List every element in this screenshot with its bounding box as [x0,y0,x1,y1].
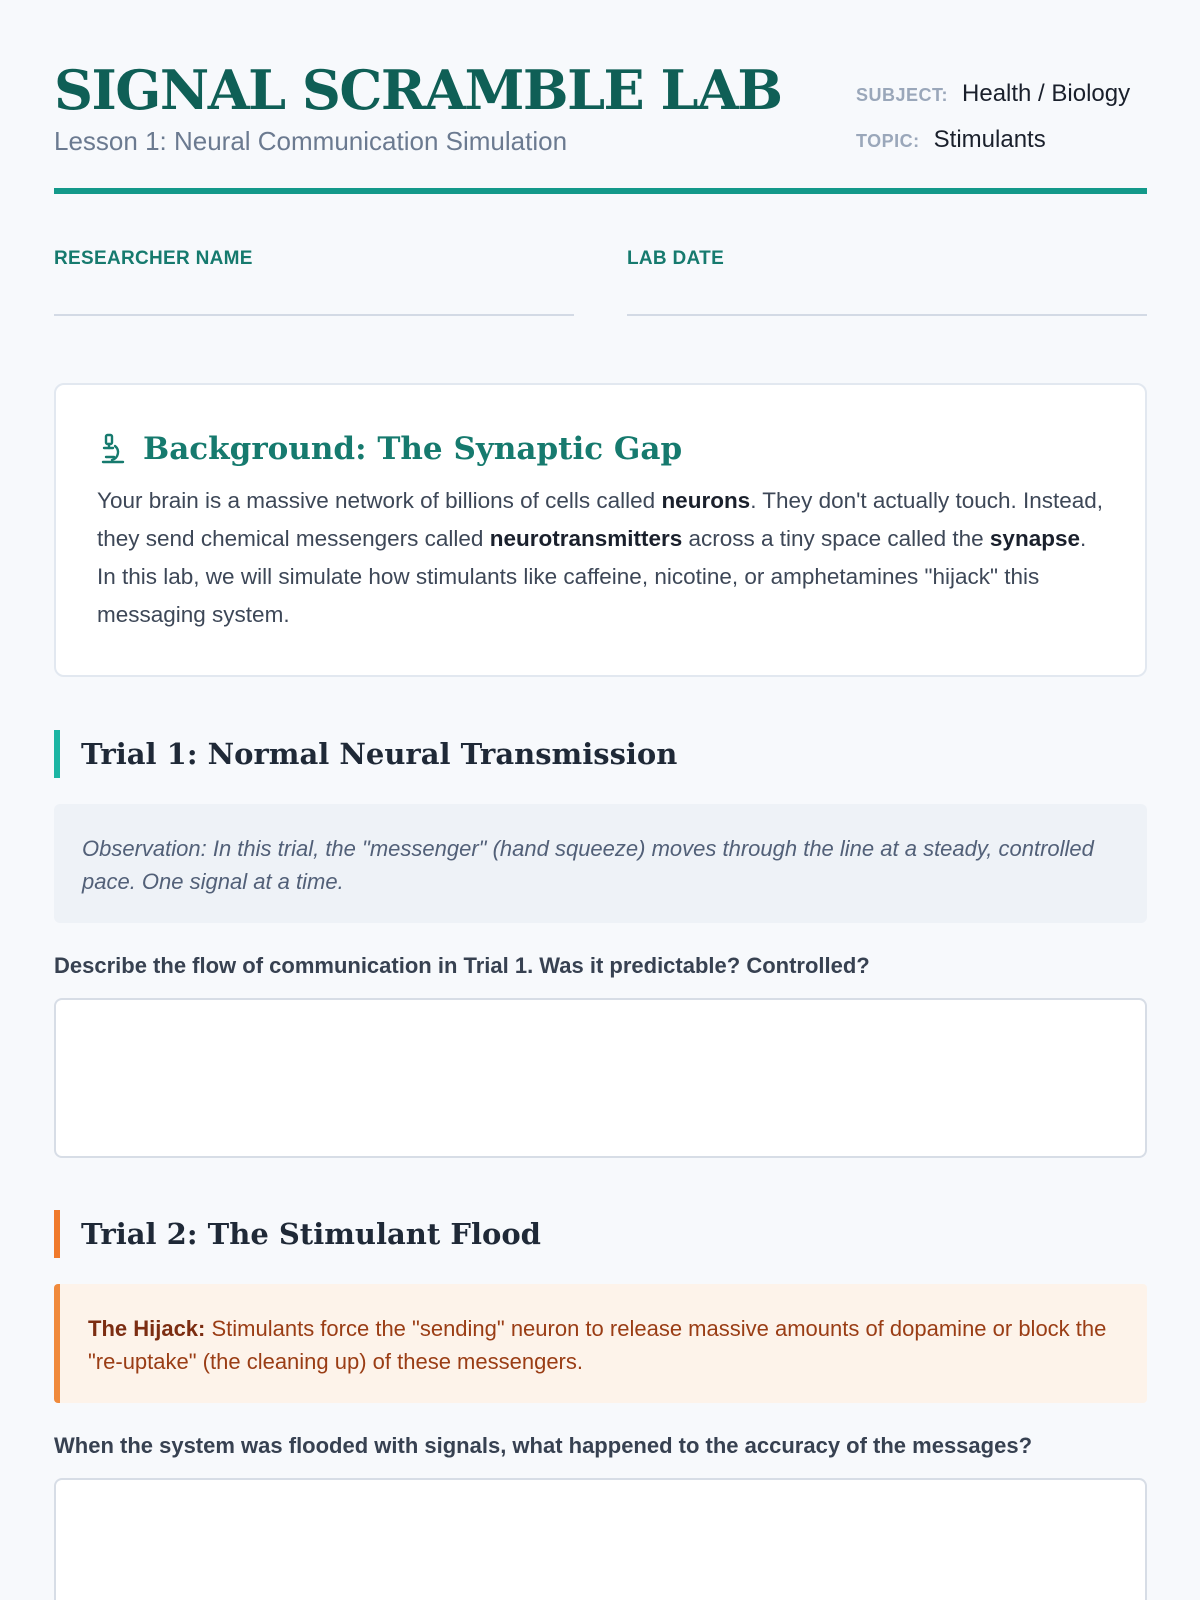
background-title [97,429,1105,469]
trial1-answer-box[interactable] [54,998,1147,1158]
trial1-observation: Observation: In this trial, the "messenger" (hand squeeze) moves through the line at a steady, controlled pace. One signal at a time. [54,804,1147,923]
meta-info [856,80,1130,172]
lab-title: SIGNAL SCRAMBLE LAB [54,58,782,122]
info-fields [54,194,1147,374]
worksheet-header [54,0,1147,194]
trial1-accent-bar [54,730,60,778]
lab-date-field [627,248,1147,316]
hijack-label: The Hijack: [88,1316,206,1341]
trial1-heading [54,730,677,778]
term-neurotransmitters: neurotransmitters [489,526,683,551]
hijack-callout [54,1284,1147,1403]
trial2-heading-text: Trial 2: The Stimulant Flood [81,1217,541,1251]
meta-topic-value: Stimulants [933,126,1046,153]
background-text-run: Your brain is a massive network of billions of cells called [97,488,662,513]
trial2-heading [54,1210,541,1258]
background-card [54,383,1147,677]
lesson-subtitle: Lesson 1: Neural Communication Simulation [54,126,568,156]
microscope-icon [97,433,127,465]
meta-subject-label: SUBJECT: [856,85,949,105]
background-text [97,482,1105,634]
trial2-accent-bar [54,1210,60,1258]
trial2-question: When the system was flooded with signals, what happened to the accuracy of the messages? [54,1433,1033,1458]
worksheet-page [54,0,1147,1458]
meta-subject [856,80,1130,126]
meta-subject-value: Health / Biology [962,80,1131,107]
lab-date-label: LAB DATE [627,248,725,269]
term-synapse: synapse [989,526,1080,551]
researcher-name-input[interactable] [54,314,574,316]
trial1-question: Describe the flow of communication in Trial 1. Was it predictable? Controlled? [54,953,870,978]
hijack-text: Stimulants force the "sending" neuron to release massive amounts of dopamine or block the "re-uptake" (the cleaning up) of these messengers. [88,1316,1107,1374]
lab-date-input[interactable] [627,314,1147,316]
term-neurons: neurons [661,488,751,513]
meta-topic-label: TOPIC: [856,131,920,151]
researcher-name-field [54,248,574,316]
trial1-heading-text: Trial 1: Normal Neural Transmission [81,737,678,771]
background-paragraph [97,482,1105,634]
trial2-answer-box[interactable] [54,1478,1147,1600]
background-text-run: . They don't actually touch. Instead, they send chemical messengers called [97,488,1104,551]
meta-topic [856,126,1130,172]
background-title-text: Background: The Synaptic Gap [143,431,683,467]
background-text-run: across a tiny space called the [682,526,990,551]
researcher-name-label: RESEARCHER NAME [54,248,253,269]
background-text-run: . In this lab, we will simulate how stimulants like caffeine, nicotine, or amphetamines "hijack" this messaging system. [97,526,1087,627]
